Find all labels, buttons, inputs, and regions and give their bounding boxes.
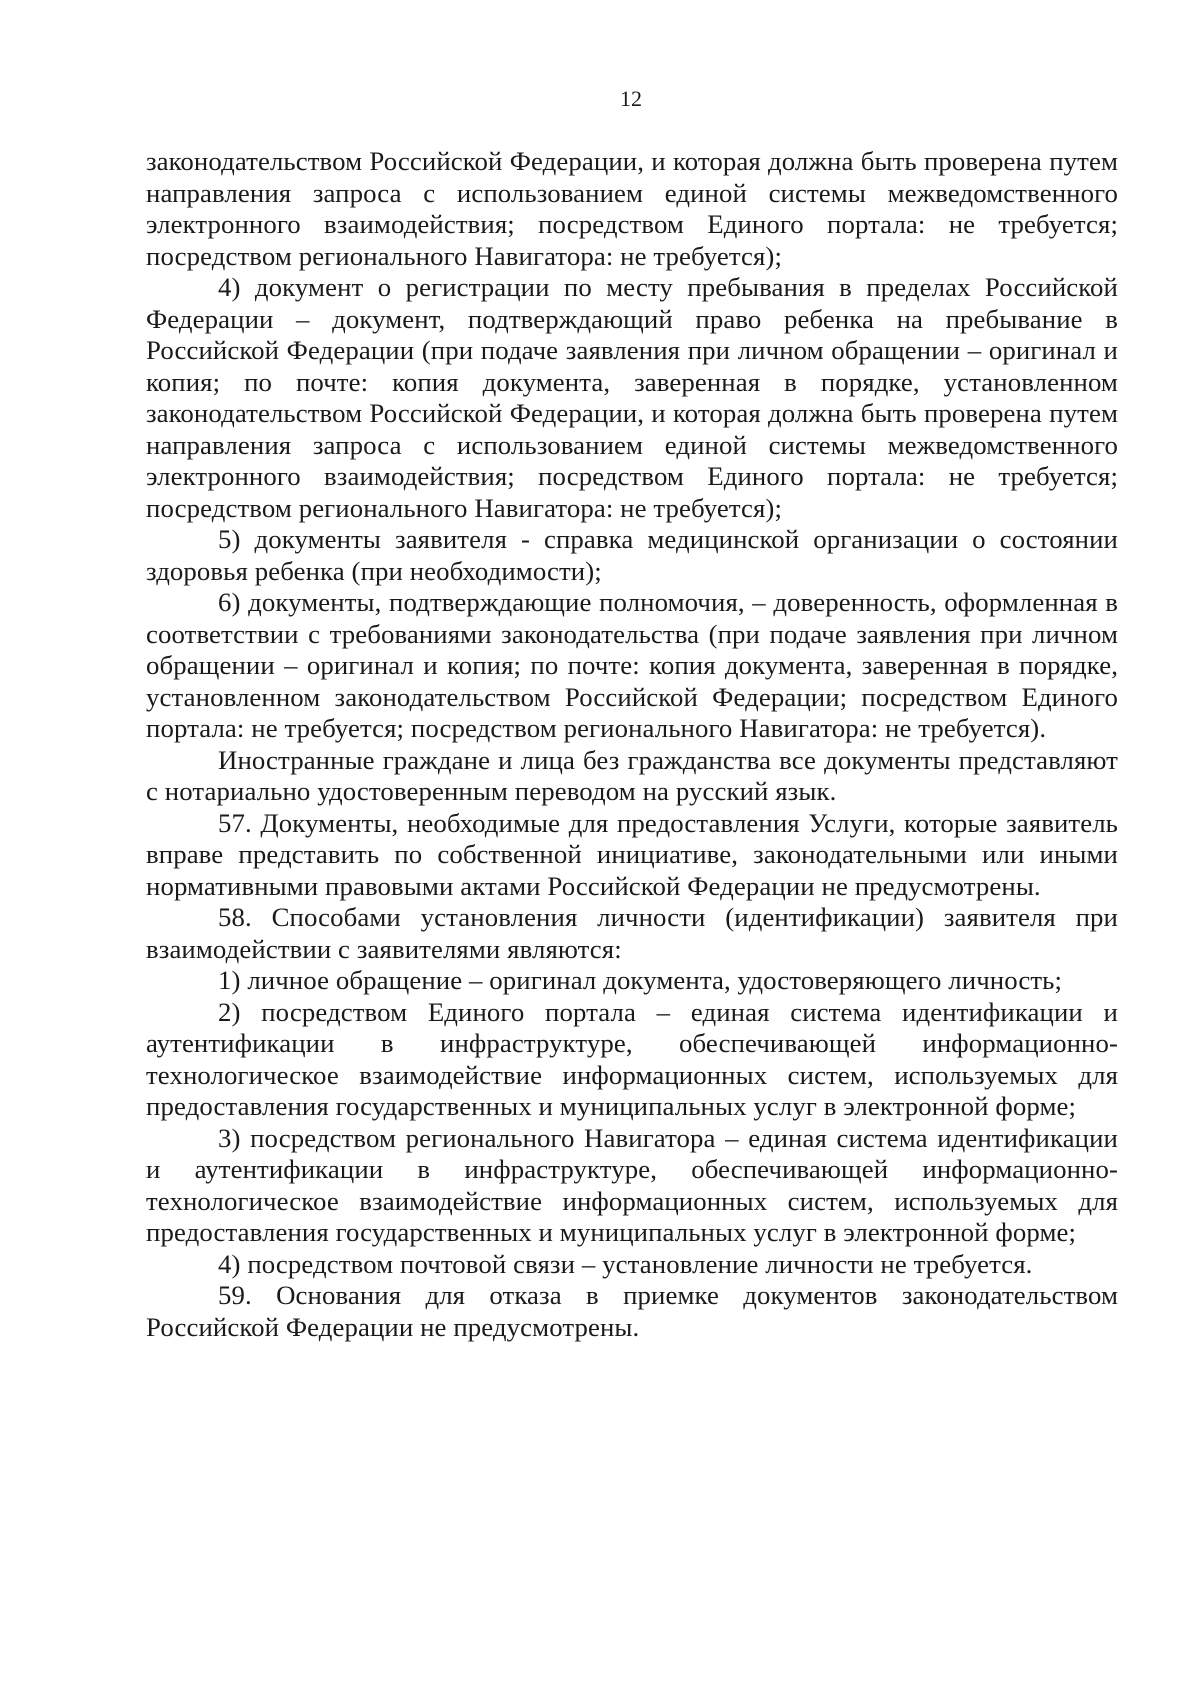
page-number: 12 xyxy=(620,86,642,111)
paragraph-58: 58. Способами установления личности (идентификации) заявителя при взаимодействии с заявителями являются: xyxy=(146,902,1118,964)
paragraph-58-item-1: 1) личное обращение – оригинал документа, удостоверяющего личность; xyxy=(218,965,1063,995)
paragraph-item-5: 5) документы заявителя - справка медицинской организации о состоянии здоровья ребенка (при необходимости); xyxy=(146,524,1118,586)
paragraph-57: 57. Документы, необходимые для предоставления Услуги, которые заявитель вправе представить по собственной инициативе, законодательными или иными нормативными правовыми актами Российской Федерации не предусмотрены. xyxy=(146,807,1118,901)
document-body xyxy=(146,146,1118,1343)
paragraph-item-6: 6) документы, подтверждающие полномочия, – доверенность, оформленная в соответствии с требованиями законодательства (при подаче заявления при личном обращении – оригинал и копия; по почте: копия документа, заверенная в порядке, установленном законодательством Российской Федерации; посредством Единого портала: не требуется; посредством регионального Навигатора: не требуется). xyxy=(146,587,1118,743)
paragraph-58-item-4: 4) посредством почтовой связи – установление личности не требуется. xyxy=(218,1248,1033,1279)
paragraph-continuation: законодательством Российской Федерации, и которая должна быть проверена путем направления запроса с использованием единой системы межведомственного электронного взаимодействия; посредством Единого портала: не требуется; посредством регионального Навигатора: не требуется); xyxy=(146,146,1118,271)
paragraph-59: 59. Основания для отказа в приемке документов законодательством Российской Федерации не предусмотрены. xyxy=(146,1280,1118,1342)
paragraph-item-4: 4) документ о регистрации по месту пребывания в пределах Российской Федерации – документ, подтверждающий право ребенка на пребывание в Российской Федерации (при подаче заявления при личном обращении – оригинал и копия; по почте: копия документа, заверенная в порядке, установленном законодательством Российской Федерации, и которая должна быть проверена путем направления запроса с использованием единой системы межведомственного электронного взаимодействия; посредством Единого портала: не требуется; посредством регионального Навигатора: не требуется); xyxy=(146,272,1118,523)
paragraph-foreign-citizens: Иностранные граждане и лица без гражданства все документы представляют с нотариально удостоверенным переводом на русский язык. xyxy=(146,744,1118,806)
paragraph-58-item-3: 3) посредством регионального Навигатора – единая система идентификации и аутентификации в инфраструктуре, обеспечивающей информационно-технологическое взаимодействие информационных систем, используемых для предоставления государственных и муниципальных услуг в электронной форме; xyxy=(146,1122,1118,1247)
paragraph-58-item-2: 2) посредством Единого портала – единая система идентификации и аутентификации в инфраструктуре, обеспечивающей информационно-технологическое взаимодействие информационных систем, используемых для предоставления государственных и муниципальных услуг в электронной форме; xyxy=(146,996,1118,1121)
